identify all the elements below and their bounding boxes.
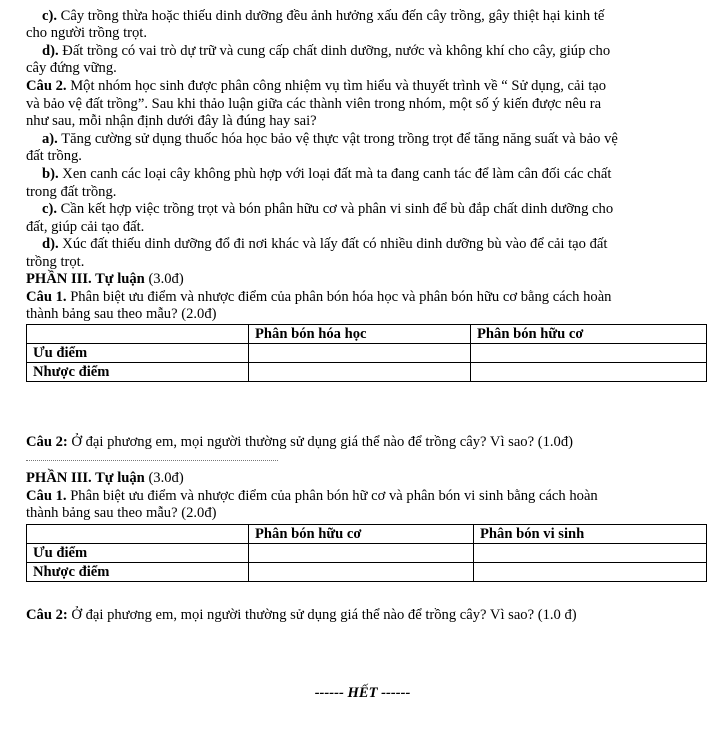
comparison-table-2 [26, 524, 707, 582]
answer-cell[interactable] [249, 344, 471, 363]
table-row-label: Ưu điểm [27, 544, 249, 563]
comparison-table-1 [26, 324, 707, 382]
table-row-label: Nhược điểm [27, 363, 249, 382]
answer-cell[interactable] [249, 363, 471, 382]
text-line: d). Đất trồng có vai trò dự trữ và cung cấp chất dinh dưỡng, nước và không khí cho cây, giúp cho [42, 43, 611, 59]
answer-cell[interactable] [471, 363, 707, 382]
text-line: và bảo vệ đất trồng”. Sau khi thảo luận giữa các thành viên trong nhóm, một số ý kiến được nêu ra [26, 96, 602, 112]
section-heading: PHẦN III. Tự luận (3.0đ) [26, 271, 184, 287]
question-heading: Câu 2. Một nhóm học sinh được phân công nhiệm vụ tìm hiểu và thuyết trình về “ Sử dụng, cải tạo [26, 78, 607, 94]
table-header: Phân bón hữu cơ [249, 525, 474, 544]
text-line: trong đất trồng. [26, 184, 117, 200]
table-header: Phân bón hữu cơ [471, 325, 707, 344]
table-header: Phân bón hóa học [249, 325, 471, 344]
table-row-label: Nhược điểm [27, 563, 249, 582]
answer-cell[interactable] [474, 563, 707, 582]
table-header: Phân bón vi sinh [474, 525, 707, 544]
text-line: thành bảng sau theo mẫu? (2.0đ) [26, 306, 217, 322]
table-row-label: Ưu điểm [27, 344, 249, 363]
text-line: như sau, mỗi nhận định dưới đây là đúng hay sai? [26, 113, 317, 129]
text-line: thành bảng sau theo mẫu? (2.0đ) [26, 505, 217, 521]
text-line: cây đứng vững. [26, 60, 117, 76]
text-line: c). Cần kết hợp việc trồng trọt và bón phân hữu cơ và phân vi sinh để bù đắp chất dinh dưỡng cho [42, 201, 614, 217]
answer-cell[interactable] [249, 563, 474, 582]
question-heading: Câu 2: Ở đại phương em, mọi người thường sử dụng giá thể nào để trồng cây? Vì sao? (1.0 đ) [26, 607, 577, 623]
text-line: d). Xúc đất thiếu dinh dưỡng đổ đi nơi khác và lấy đất có nhiều dinh dưỡng bù vào để cải tạo đất [42, 236, 608, 252]
text-line: c). Cây trồng thừa hoặc thiếu dinh dưỡng đều ảnh hưởng xấu đến cây trồng, gây thiệt hại kinh tế [42, 8, 605, 24]
answer-dotted-line [26, 456, 278, 461]
text-line: b). Xen canh các loại cây không phù hợp với loại đất mà ta đang canh tác để làm cân đối các chất [42, 166, 612, 182]
text-line: đất trồng. [26, 148, 82, 164]
text-line: đất, giúp cải tạo đất. [26, 219, 145, 235]
question-heading: Câu 1. Phân biệt ưu điểm và nhược điểm của phân bón hóa học và phân bón hữu cơ bằng cách hoàn [26, 289, 612, 305]
answer-cell[interactable] [249, 544, 474, 563]
answer-cell[interactable] [471, 344, 707, 363]
text-line: trồng trọt. [26, 254, 85, 270]
question-heading: Câu 1. Phân biệt ưu điểm và nhược điểm của phân bón hữ cơ và phân bón vi sinh bằng cách hoàn [26, 488, 598, 504]
question-heading: Câu 2: Ở đại phương em, mọi người thường sử dụng giá thể nào để trồng cây? Vì sao? (1.0đ) [26, 434, 573, 450]
text-line: a). Tăng cường sử dụng thuốc hóa học bảo vệ thực vật trong trồng trọt để tăng năng suất và bảo vệ [42, 131, 618, 147]
end-marker: ------ HẾT ------ [314, 685, 411, 701]
answer-cell[interactable] [474, 544, 707, 563]
table-corner-cell [27, 325, 249, 344]
text-line: cho người trồng trọt. [26, 25, 148, 41]
section-heading: PHẦN III. Tự luận (3.0đ) [26, 470, 184, 486]
table-corner-cell [27, 525, 249, 544]
